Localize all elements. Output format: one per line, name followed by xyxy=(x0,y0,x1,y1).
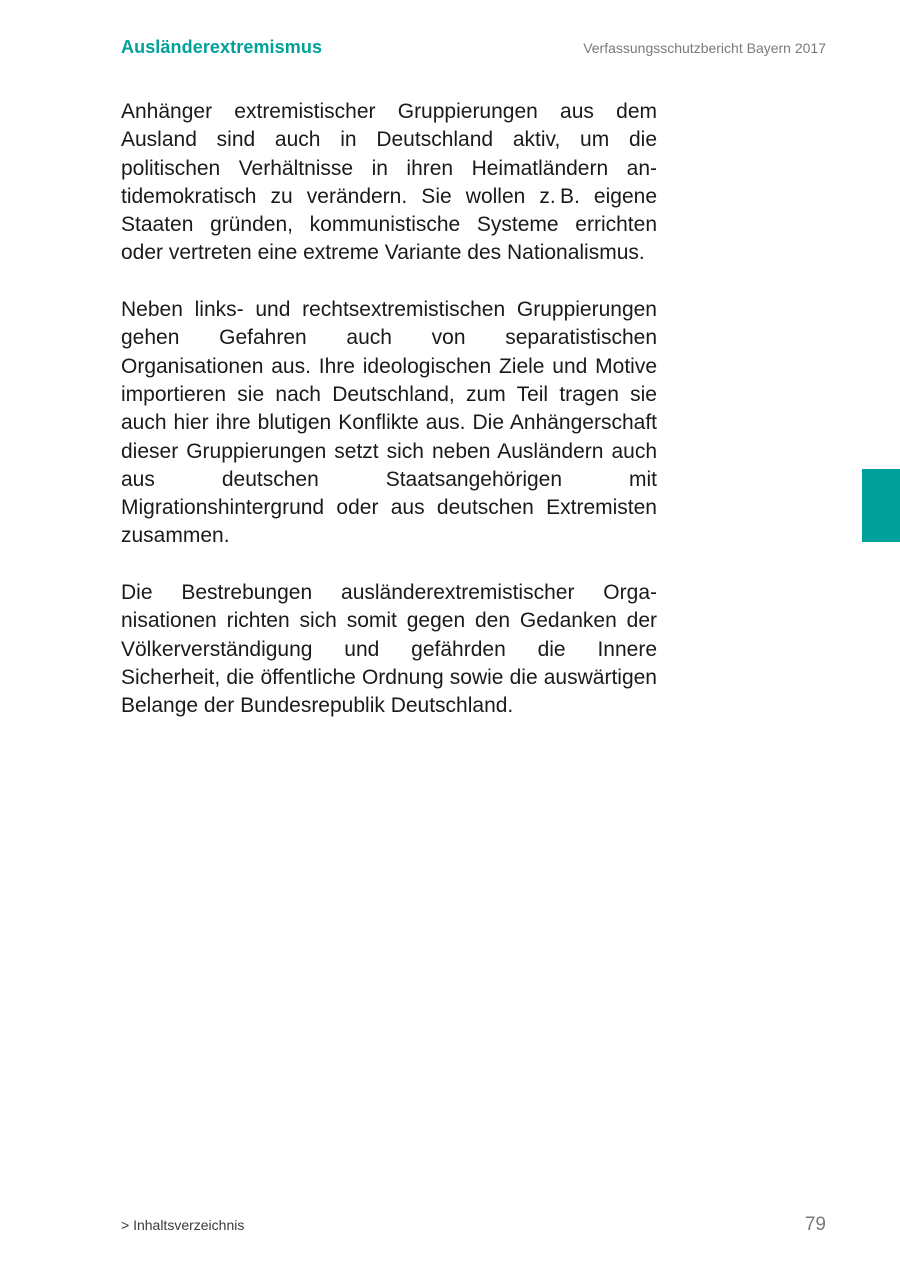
page-number: 79 xyxy=(804,1214,826,1235)
body-text xyxy=(121,98,657,749)
paragraph: Anhänger extremistischer Gruppierungen aus dem Ausland sind auch in Deutschland aktiv, um die politischen Verhältnisse in ihren Heimatländern antidemokratisch zu verändern. Sie wollen z. B. eigene Staaten gründen, kommunistische Systeme errichten oder vertreten eine extreme Variante des Nationalismus. xyxy=(121,100,657,265)
report-title: Verfassungsschutzbericht Bayern 2017 xyxy=(583,40,826,56)
paragraph: Die Bestrebungen ausländerextremistischer Organisationen richten sich somit gegen den Gedanken der Völkerverständigung und gefährden die Innere Sicherheit, die öffentliche Ordnung sowie die auswärtigen Belange der Bundesrepublik Deutschland. xyxy=(121,581,657,718)
paragraph: Neben links- und rechtsextremistischen Gruppierungen gehen Gefahren auch von separatistischen Organisationen aus. Ihre ideologischen Ziele und Motive importieren sie nach Deutschland, zum Teil tragen sie auch hier ihre blutigen Konflikte aus. Die Anhängerschaft dieser Gruppierungen setzt sich neben Ausländern auch aus deutschen Staatsangehörigen mit Migrationshintergrund oder aus deutschen Extremisten zusammen. xyxy=(121,298,657,548)
chapter-tab-marker xyxy=(862,469,900,542)
section-title: Ausländerextremismus xyxy=(121,37,323,57)
table-of-contents-link[interactable]: > Inhaltsverzeichnis xyxy=(121,1217,245,1233)
